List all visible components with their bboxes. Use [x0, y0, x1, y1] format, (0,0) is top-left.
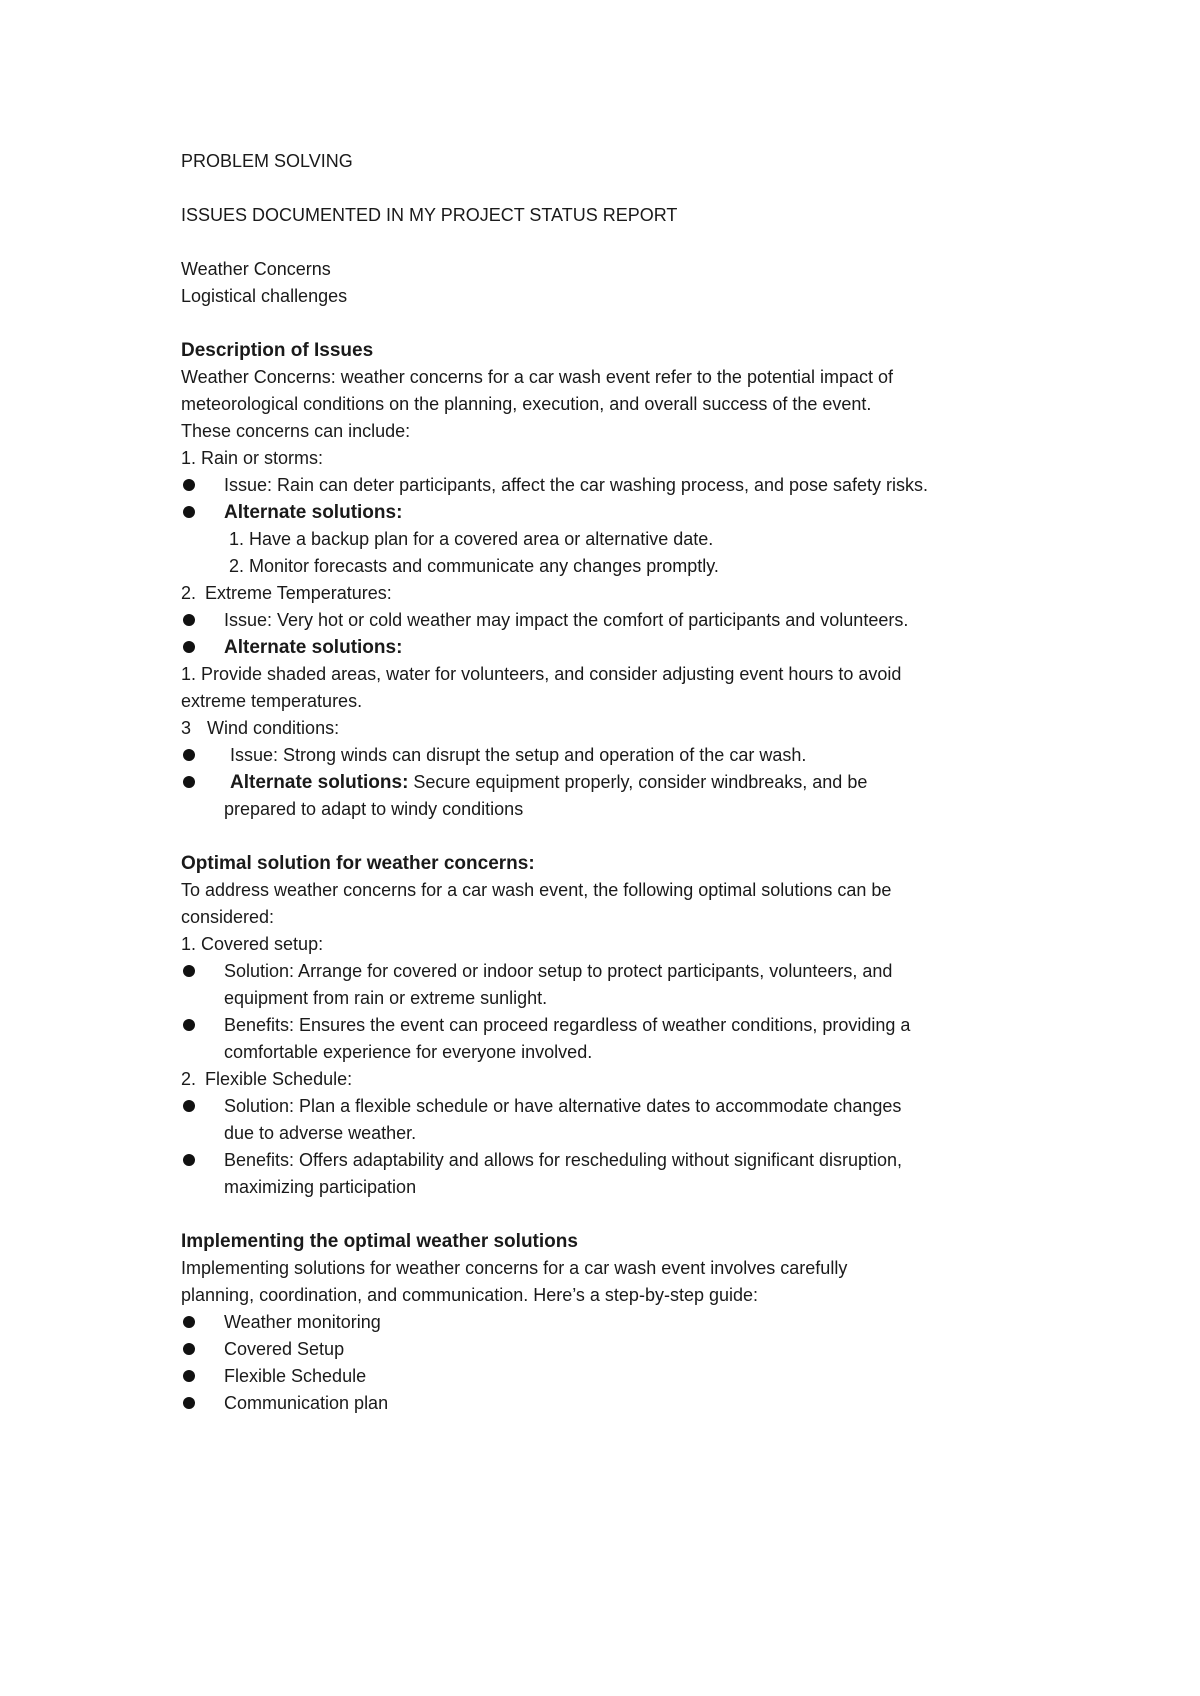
- step-item: [181, 1363, 1041, 1390]
- bullet-item: [181, 634, 1041, 661]
- bullet-item: [181, 1147, 1041, 1174]
- bullet-text: maximizing participation: [224, 1177, 417, 1197]
- item-title: Wind conditions:: [207, 718, 340, 738]
- numbered-item-covered: 1. Covered setup:: [181, 934, 324, 954]
- bullet-text: Issue: Strong winds can disrupt the setup and operation of the car wash.: [230, 745, 807, 765]
- paragraph-line: These concerns can include:: [181, 421, 411, 441]
- bullet-text: Issue: Rain can deter participants, affect the car washing process, and pose safety risks.: [224, 475, 929, 495]
- bullet-continuation: [181, 1039, 1041, 1066]
- step-item: [181, 1336, 1041, 1363]
- alternate-solutions-label: Alternate solutions:: [230, 772, 409, 793]
- step-item: [181, 1390, 1041, 1417]
- bullet-item: [181, 472, 1041, 499]
- document-body: [181, 148, 1041, 1417]
- issue-list-item: Logistical challenges: [181, 286, 348, 306]
- bullet-icon: [183, 776, 195, 788]
- alternate-solutions-label: Alternate solutions:: [224, 502, 403, 523]
- paragraph-line: Implementing solutions for weather concerns for a car wash event involves carefully: [181, 1258, 848, 1278]
- numbered-item-flexible: [181, 1066, 1041, 1093]
- bullet-icon: [183, 1019, 195, 1031]
- bullet-item: [181, 958, 1041, 985]
- numbered-item-wind: [181, 715, 1041, 742]
- item-number: 2.: [181, 1069, 197, 1089]
- bullet-text: Issue: Very hot or cold weather may impact the comfort of participants and volunteers.: [224, 610, 909, 630]
- bullet-text: prepared to adapt to windy conditions: [224, 799, 524, 819]
- paragraph-line: 1. Provide shaded areas, water for volunteers, and consider adjusting event hours to avoid: [181, 664, 902, 684]
- bullet-icon: [183, 1343, 195, 1355]
- section-heading-description: Description of Issues: [181, 340, 374, 361]
- bullet-continuation: [181, 796, 1041, 823]
- bullet-icon: [183, 1154, 195, 1166]
- step-text: Covered Setup: [224, 1339, 345, 1359]
- bullet-item: [181, 769, 1041, 796]
- numbered-item-temperature: [181, 580, 1041, 607]
- bullet-icon: [183, 506, 195, 518]
- bullet-text: Secure equipment properly, consider windbreaks, and be: [408, 772, 868, 792]
- bullet-text: Solution: Arrange for covered or indoor setup to protect participants, volunteers, and: [224, 961, 893, 981]
- bullet-text: Benefits: Offers adaptability and allows for rescheduling without significant disruption,: [224, 1150, 903, 1170]
- section-heading-optimal: Optimal solution for weather concerns:: [181, 853, 535, 874]
- bullet-text: comfortable experience for everyone involved.: [224, 1042, 593, 1062]
- bullet-item: [181, 607, 1041, 634]
- item-number: 2.: [181, 583, 197, 603]
- bullet-item: [181, 1012, 1041, 1039]
- issue-list-item: Weather Concerns: [181, 259, 331, 279]
- bullet-item: [181, 1093, 1041, 1120]
- paragraph-line: To address weather concerns for a car wash event, the following optimal solutions can be: [181, 880, 892, 900]
- paragraph-line: meteorological conditions on the planning, execution, and overall success of the event.: [181, 394, 872, 414]
- bullet-continuation: [181, 1120, 1041, 1147]
- sub-numbered-item: 2. Monitor forecasts and communicate any changes promptly.: [229, 556, 719, 576]
- bullet-icon: [183, 1370, 195, 1382]
- sub-numbered-item: 1. Have a backup plan for a covered area or alternative date.: [229, 529, 714, 549]
- bullet-icon: [183, 1100, 195, 1112]
- bullet-text: Solution: Plan a flexible schedule or have alternative dates to accommodate changes: [224, 1096, 902, 1116]
- step-item: [181, 1309, 1041, 1336]
- paragraph-line: considered:: [181, 907, 275, 927]
- paragraph-line: Weather Concerns: weather concerns for a car wash event refer to the potential impact of: [181, 367, 894, 387]
- section-heading-implementing: Implementing the optimal weather solutions: [181, 1231, 578, 1252]
- bullet-icon: [183, 1316, 195, 1328]
- bullet-text: Benefits: Ensures the event can proceed regardless of weather conditions, providing a: [224, 1015, 911, 1035]
- paragraph-line: extreme temperatures.: [181, 691, 363, 711]
- bullet-icon: [183, 614, 195, 626]
- bullet-text: due to adverse weather.: [224, 1123, 417, 1143]
- item-title: Flexible Schedule:: [205, 1069, 353, 1089]
- bullet-continuation: [181, 1174, 1041, 1201]
- numbered-item-rain: 1. Rain or storms:: [181, 448, 324, 468]
- bullet-icon: [183, 749, 195, 761]
- bullet-item: [181, 742, 1041, 769]
- document-title: PROBLEM SOLVING: [181, 151, 353, 171]
- step-text: Flexible Schedule: [224, 1366, 367, 1386]
- bullet-text: equipment from rain or extreme sunlight.: [224, 988, 548, 1008]
- item-title: Extreme Temperatures:: [205, 583, 392, 603]
- alternate-solutions-label: Alternate solutions:: [224, 637, 403, 658]
- document-subtitle: ISSUES DOCUMENTED IN MY PROJECT STATUS REPORT: [181, 205, 678, 225]
- bullet-continuation: [181, 985, 1041, 1012]
- item-number: 3: [181, 718, 192, 738]
- step-text: Weather monitoring: [224, 1312, 381, 1332]
- bullet-item: [181, 499, 1041, 526]
- bullet-icon: [183, 965, 195, 977]
- bullet-icon: [183, 1397, 195, 1409]
- bullet-icon: [183, 479, 195, 491]
- bullet-icon: [183, 641, 195, 653]
- step-text: Communication plan: [224, 1393, 389, 1413]
- paragraph-line: planning, coordination, and communication. Here’s a step-by-step guide:: [181, 1285, 759, 1305]
